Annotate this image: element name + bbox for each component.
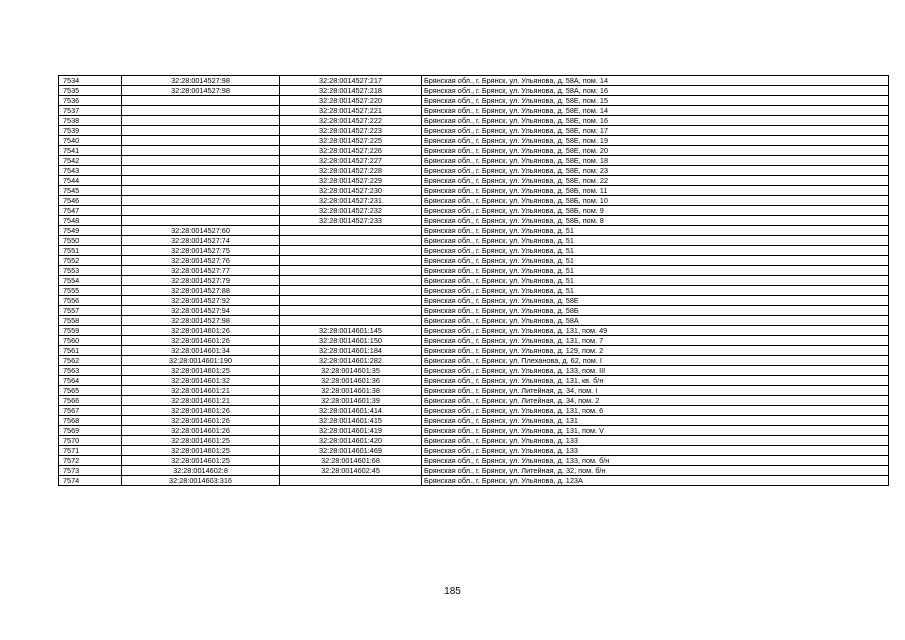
row-number-cell: 7544 (59, 176, 122, 186)
premises-number-cell (280, 226, 422, 236)
address-cell: Брянская обл., г. Брянск, ул. Ульянова, д. 58Е, пом. 14 (422, 106, 889, 116)
address-cell: Брянская обл., г. Брянск, ул. Ульянова, д. 58Е, пом. 19 (422, 136, 889, 146)
row-number-cell: 7571 (59, 446, 122, 456)
row-number-cell: 7560 (59, 336, 122, 346)
address-cell: Брянская обл., г. Брянск, ул. Ульянова, д. 51 (422, 236, 889, 246)
address-cell: Брянская обл., г. Брянск, ул. Ульянова, д. 133, пом. III (422, 366, 889, 376)
premises-number-cell (280, 276, 422, 286)
land-plot-number-cell: 32:28:0014527:98 (122, 316, 280, 326)
land-plot-number-cell: 32:28:0014527:98 (122, 86, 280, 96)
address-cell: Брянская обл., г. Брянск, ул. Ульянова, д. 51 (422, 276, 889, 286)
row-number-cell: 7548 (59, 216, 122, 226)
row-number-cell: 7540 (59, 136, 122, 146)
premises-number-cell (280, 256, 422, 266)
land-plot-number-cell: 32:28:0014601:32 (122, 376, 280, 386)
land-plot-number-cell (122, 176, 280, 186)
land-plot-number-cell (122, 186, 280, 196)
address-cell: Брянская обл., г. Брянск, ул. Ульянова, д. 131, пом. 49 (422, 326, 889, 336)
premises-number-cell (280, 286, 422, 296)
table-row (59, 326, 889, 336)
premises-number-cell: 32:28:0014601:469 (280, 446, 422, 456)
land-plot-number-cell: 32:28:0014527:88 (122, 286, 280, 296)
address-cell: Брянская обл., г. Брянск, ул. Ульянова, д. 51 (422, 266, 889, 276)
address-cell: Брянская обл., г. Брянск, ул. Ульянова, д. 58Е, пом. 15 (422, 96, 889, 106)
row-number-cell: 7563 (59, 366, 122, 376)
row-number-cell: 7556 (59, 296, 122, 306)
table-row (59, 346, 889, 356)
address-cell: Брянская обл., г. Брянск, ул. Ульянова, д. 131 (422, 416, 889, 426)
row-number-cell: 7546 (59, 196, 122, 206)
address-cell: Брянская обл., г. Брянск, ул. Ульянова, д. 51 (422, 246, 889, 256)
address-cell: Брянская обл., г. Брянск, ул. Ульянова, д. 131, пом. 7 (422, 336, 889, 346)
table-row (59, 266, 889, 276)
row-number-cell: 7559 (59, 326, 122, 336)
table-row (59, 86, 889, 96)
land-plot-number-cell: 32:28:0014601:25 (122, 446, 280, 456)
land-plot-number-cell: 32:28:0014527:94 (122, 306, 280, 316)
table-row (59, 76, 889, 86)
table-row (59, 306, 889, 316)
row-number-cell: 7567 (59, 406, 122, 416)
premises-number-cell (280, 476, 422, 486)
address-cell: Брянская обл., г. Брянск, ул. Ульянова, д. 58Б, пом. 8 (422, 216, 889, 226)
table-row (59, 436, 889, 446)
row-number-cell: 7547 (59, 206, 122, 216)
land-plot-number-cell: 32:28:0014601:190 (122, 356, 280, 366)
table-row (59, 246, 889, 256)
table-row (59, 156, 889, 166)
premises-number-cell: 32:28:0014527:230 (280, 186, 422, 196)
land-plot-number-cell (122, 146, 280, 156)
land-plot-number-cell (122, 96, 280, 106)
land-plot-number-cell: 32:28:0014601:25 (122, 456, 280, 466)
table-row (59, 406, 889, 416)
address-cell: Брянская обл., г. Брянск, ул. Ульянова, д. 58А (422, 316, 889, 326)
premises-number-cell: 32:28:0014601:35 (280, 366, 422, 376)
address-cell: Брянская обл., г. Брянск, ул. Ульянова, д. 51 (422, 226, 889, 236)
table-row (59, 396, 889, 406)
table-row (59, 146, 889, 156)
row-number-cell: 7565 (59, 386, 122, 396)
address-cell: Брянская обл., г. Брянск, ул. Ульянова, д. 58Б, пом. 11 (422, 186, 889, 196)
land-plot-number-cell: 32:28:0014601:26 (122, 416, 280, 426)
address-cell: Брянская обл., г. Брянск, ул. Ульянова, д. 58Е, пом. 17 (422, 126, 889, 136)
row-number-cell: 7542 (59, 156, 122, 166)
address-cell: Брянская обл., г. Брянск, ул. Ульянова, д. 58Б, пом. 9 (422, 206, 889, 216)
row-number-cell: 7536 (59, 96, 122, 106)
land-plot-number-cell (122, 156, 280, 166)
land-plot-number-cell: 32:28:0014527:76 (122, 256, 280, 266)
cadastral-table-body (59, 76, 889, 486)
table-row (59, 256, 889, 266)
table-row (59, 356, 889, 366)
row-number-cell: 7568 (59, 416, 122, 426)
table-row (59, 286, 889, 296)
address-cell: Брянская обл., г. Брянск, ул. Плеханова, д. 62, пом. I (422, 356, 889, 366)
premises-number-cell: 32:28:0014601:282 (280, 356, 422, 366)
row-number-cell: 7543 (59, 166, 122, 176)
premises-number-cell: 32:28:0014527:223 (280, 126, 422, 136)
table-row (59, 376, 889, 386)
address-cell: Брянская обл., г. Брянск, ул. Ульянова, д. 58Б, пом. 10 (422, 196, 889, 206)
table-row (59, 476, 889, 486)
address-cell: Брянская обл., г. Брянск, ул. Литейная, д. 34, пом. I (422, 386, 889, 396)
land-plot-number-cell: 32:28:0014527:60 (122, 226, 280, 236)
address-cell: Брянская обл., г. Брянск, ул. Ульянова, д. 51 (422, 256, 889, 266)
table-row (59, 316, 889, 326)
address-cell: Брянская обл., г. Брянск, ул. Ульянова, д. 58Е, пом. 20 (422, 146, 889, 156)
page-number: 185 (444, 586, 461, 597)
table-row (59, 106, 889, 116)
premises-number-cell: 32:28:0014527:232 (280, 206, 422, 216)
row-number-cell: 7538 (59, 116, 122, 126)
row-number-cell: 7574 (59, 476, 122, 486)
address-cell: Брянская обл., г. Брянск, ул. Ульянова, д. 133 (422, 436, 889, 446)
premises-number-cell (280, 246, 422, 256)
premises-number-cell: 32:28:0014527:225 (280, 136, 422, 146)
table-row (59, 136, 889, 146)
row-number-cell: 7566 (59, 396, 122, 406)
premises-number-cell: 32:28:0014527:222 (280, 116, 422, 126)
table-row (59, 276, 889, 286)
premises-number-cell: 32:28:0014527:218 (280, 86, 422, 96)
table-row (59, 226, 889, 236)
table-row (59, 96, 889, 106)
premises-number-cell: 32:28:0014601:39 (280, 396, 422, 406)
premises-number-cell: 32:28:0014527:226 (280, 146, 422, 156)
premises-number-cell: 32:28:0014601:414 (280, 406, 422, 416)
premises-number-cell: 32:28:0014601:68 (280, 456, 422, 466)
address-cell: Брянская обл., г. Брянск, ул. Ульянова, д. 58Е, пом. 23 (422, 166, 889, 176)
premises-number-cell: 32:28:0014527:229 (280, 176, 422, 186)
row-number-cell: 7554 (59, 276, 122, 286)
table-row (59, 336, 889, 346)
row-number-cell: 7539 (59, 126, 122, 136)
address-cell: Брянская обл., г. Брянск, ул. Ульянова, д. 131, пом. V (422, 426, 889, 436)
land-plot-number-cell (122, 116, 280, 126)
premises-number-cell: 32:28:0014602:45 (280, 466, 422, 476)
table-row (59, 116, 889, 126)
land-plot-number-cell: 32:28:0014601:34 (122, 346, 280, 356)
table-row (59, 446, 889, 456)
table-row (59, 216, 889, 226)
row-number-cell: 7555 (59, 286, 122, 296)
table-row (59, 166, 889, 176)
address-cell: Брянская обл., г. Брянск, ул. Ульянова, д. 133, пом. б/н (422, 456, 889, 466)
land-plot-number-cell: 32:28:0014527:75 (122, 246, 280, 256)
premises-number-cell: 32:28:0014527:228 (280, 166, 422, 176)
table-row (59, 366, 889, 376)
table-row (59, 466, 889, 476)
row-number-cell: 7550 (59, 236, 122, 246)
land-plot-number-cell: 32:28:0014601:21 (122, 386, 280, 396)
table-row (59, 196, 889, 206)
address-cell: Брянская обл., г. Брянск, ул. Ульянова, д. 131, кв. б/н (422, 376, 889, 386)
address-cell: Брянская обл., г. Брянск, ул. Ульянова, д. 58Е, пом. 16 (422, 116, 889, 126)
land-plot-number-cell (122, 196, 280, 206)
land-plot-number-cell (122, 126, 280, 136)
table-row (59, 426, 889, 436)
premises-number-cell: 32:28:0014601:420 (280, 436, 422, 446)
cadastral-table (58, 75, 889, 486)
table-row (59, 176, 889, 186)
land-plot-number-cell: 32:28:0014527:98 (122, 76, 280, 86)
address-cell: Брянская обл., г. Брянск, ул. Ульянова, д. 129, пом. 2 (422, 346, 889, 356)
premises-number-cell: 32:28:0014601:419 (280, 426, 422, 436)
table-row (59, 126, 889, 136)
address-cell: Брянская обл., г. Брянск, ул. Ульянова, д. 51 (422, 286, 889, 296)
land-plot-number-cell: 32:28:0014527:77 (122, 266, 280, 276)
row-number-cell: 7535 (59, 86, 122, 96)
premises-number-cell: 32:28:0014601:36 (280, 376, 422, 386)
table-row (59, 386, 889, 396)
land-plot-number-cell (122, 136, 280, 146)
premises-number-cell: 32:28:0014601:38 (280, 386, 422, 396)
row-number-cell: 7562 (59, 356, 122, 366)
land-plot-number-cell: 32:28:0014601:21 (122, 396, 280, 406)
row-number-cell: 7549 (59, 226, 122, 236)
address-cell: Брянская обл., г. Брянск, ул. Ульянова, д. 58Б (422, 306, 889, 316)
land-plot-number-cell (122, 216, 280, 226)
table-row (59, 186, 889, 196)
premises-number-cell: 32:28:0014601:415 (280, 416, 422, 426)
row-number-cell: 7573 (59, 466, 122, 476)
row-number-cell: 7553 (59, 266, 122, 276)
land-plot-number-cell: 32:28:0014527:79 (122, 276, 280, 286)
address-cell: Брянская обл., г. Брянск, ул. Литейная, д. 32, пом. б/н (422, 466, 889, 476)
table-row (59, 206, 889, 216)
address-cell: Брянская обл., г. Брянск, ул. Ульянова, д. 58Е, пом. 18 (422, 156, 889, 166)
premises-number-cell (280, 266, 422, 276)
address-cell: Брянская обл., г. Брянск, ул. Ульянова, д. 123А (422, 476, 889, 486)
row-number-cell: 7569 (59, 426, 122, 436)
row-number-cell: 7537 (59, 106, 122, 116)
land-plot-number-cell: 32:28:0014601:26 (122, 326, 280, 336)
land-plot-number-cell: 32:28:0014603:316 (122, 476, 280, 486)
premises-number-cell (280, 316, 422, 326)
premises-number-cell: 32:28:0014527:221 (280, 106, 422, 116)
premises-number-cell (280, 236, 422, 246)
table-row (59, 236, 889, 246)
premises-number-cell: 32:28:0014527:227 (280, 156, 422, 166)
address-cell: Брянская обл., г. Брянск, ул. Литейная, д. 34, пом. 2 (422, 396, 889, 406)
row-number-cell: 7558 (59, 316, 122, 326)
row-number-cell: 7551 (59, 246, 122, 256)
row-number-cell: 7541 (59, 146, 122, 156)
address-cell: Брянская обл., г. Брянск, ул. Ульянова, д. 58А, пом. 16 (422, 86, 889, 96)
table-row (59, 296, 889, 306)
premises-number-cell (280, 306, 422, 316)
table-row (59, 456, 889, 466)
land-plot-number-cell: 32:28:0014601:25 (122, 366, 280, 376)
land-plot-number-cell (122, 106, 280, 116)
premises-number-cell: 32:28:0014527:217 (280, 76, 422, 86)
address-cell: Брянская обл., г. Брянск, ул. Ульянова, д. 131, пом. 6 (422, 406, 889, 416)
row-number-cell: 7564 (59, 376, 122, 386)
row-number-cell: 7552 (59, 256, 122, 266)
address-cell: Брянская обл., г. Брянск, ул. Ульянова, д. 133 (422, 446, 889, 456)
row-number-cell: 7545 (59, 186, 122, 196)
premises-number-cell: 32:28:0014601:184 (280, 346, 422, 356)
land-plot-number-cell (122, 206, 280, 216)
address-cell: Брянская обл., г. Брянск, ул. Ульянова, д. 58Е, пом. 22 (422, 176, 889, 186)
land-plot-number-cell: 32:28:0014527:74 (122, 236, 280, 246)
land-plot-number-cell: 32:28:0014602:8 (122, 466, 280, 476)
premises-number-cell (280, 296, 422, 306)
premises-number-cell: 32:28:0014527:233 (280, 216, 422, 226)
address-cell: Брянская обл., г. Брянск, ул. Ульянова, д. 58Е (422, 296, 889, 306)
land-plot-number-cell: 32:28:0014601:26 (122, 426, 280, 436)
land-plot-number-cell: 32:28:0014527:92 (122, 296, 280, 306)
row-number-cell: 7572 (59, 456, 122, 466)
row-number-cell: 7570 (59, 436, 122, 446)
row-number-cell: 7561 (59, 346, 122, 356)
land-plot-number-cell: 32:28:0014601:26 (122, 406, 280, 416)
address-cell: Брянская обл., г. Брянск, ул. Ульянова, д. 58А, пом. 14 (422, 76, 889, 86)
land-plot-number-cell: 32:28:0014601:25 (122, 436, 280, 446)
land-plot-number-cell (122, 166, 280, 176)
premises-number-cell: 32:28:0014527:220 (280, 96, 422, 106)
premises-number-cell: 32:28:0014527:231 (280, 196, 422, 206)
table-row (59, 416, 889, 426)
row-number-cell: 7557 (59, 306, 122, 316)
row-number-cell: 7534 (59, 76, 122, 86)
land-plot-number-cell: 32:28:0014601:26 (122, 336, 280, 346)
premises-number-cell: 32:28:0014601:150 (280, 336, 422, 346)
premises-number-cell: 32:28:0014601:145 (280, 326, 422, 336)
